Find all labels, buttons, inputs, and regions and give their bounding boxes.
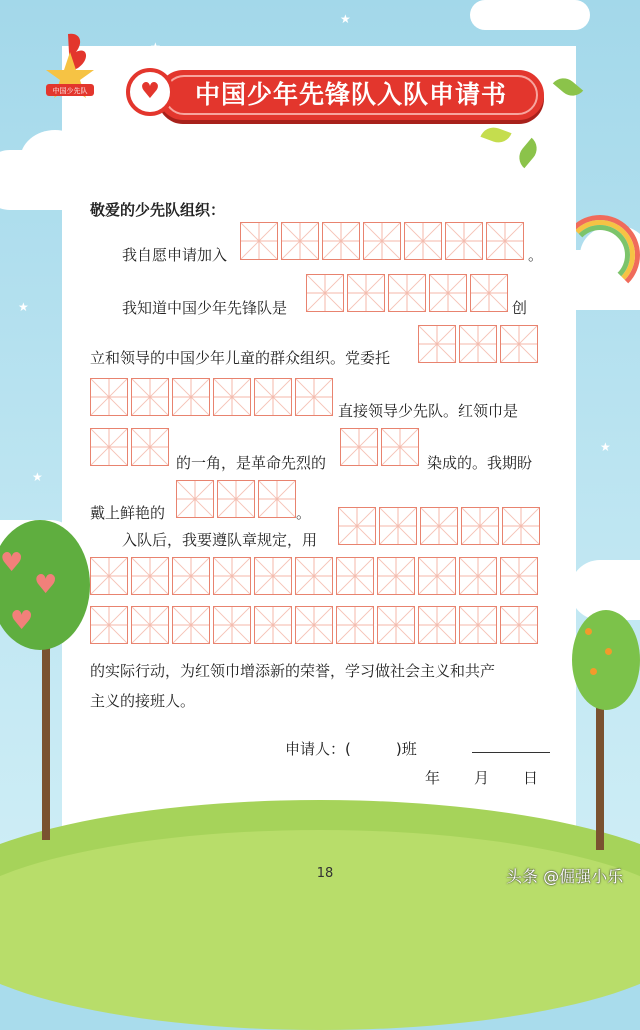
writing-cell[interactable] (90, 428, 128, 466)
writing-cell[interactable] (322, 222, 360, 260)
writing-cell[interactable] (254, 378, 292, 416)
writing-grid[interactable] (90, 606, 541, 644)
writing-cell[interactable] (404, 222, 442, 260)
cloud (470, 0, 590, 30)
writing-cell[interactable] (381, 428, 419, 466)
writing-cell[interactable] (254, 557, 292, 595)
writing-cell[interactable] (418, 557, 456, 595)
young-pioneers-emblem (30, 28, 110, 108)
writing-cell[interactable] (131, 557, 169, 595)
text-line: 我知道中国少年先锋队是 (122, 299, 288, 317)
writing-cell[interactable] (502, 507, 540, 545)
heart-icon: ♥ (10, 606, 34, 636)
writing-grid[interactable] (340, 428, 422, 466)
writing-cell[interactable] (281, 222, 319, 260)
grass-hill (0, 830, 640, 1030)
writing-cell[interactable] (418, 606, 456, 644)
date-month: 月 (474, 769, 490, 787)
writing-grid[interactable] (176, 480, 299, 518)
writing-cell[interactable] (418, 325, 456, 363)
writing-cell[interactable] (90, 378, 128, 416)
writing-cell[interactable] (470, 274, 508, 312)
text-line: 。 (296, 504, 312, 522)
writing-cell[interactable] (420, 507, 458, 545)
writing-cell[interactable] (217, 480, 255, 518)
writing-cell[interactable] (459, 606, 497, 644)
star-icon: ★ (340, 12, 351, 26)
writing-grid[interactable] (338, 507, 543, 545)
writing-cell[interactable] (461, 507, 499, 545)
writing-cell[interactable] (445, 222, 483, 260)
text-line: 创 (512, 299, 528, 317)
writing-cell[interactable] (500, 325, 538, 363)
writing-grid[interactable] (90, 557, 541, 595)
writing-grid[interactable] (240, 222, 527, 260)
writing-cell[interactable] (172, 378, 210, 416)
text-line: 我自愿申请加入 (122, 246, 228, 264)
orange-fruit (585, 628, 592, 635)
writing-cell[interactable] (213, 606, 251, 644)
writing-cell[interactable] (295, 557, 333, 595)
writing-cell[interactable] (486, 222, 524, 260)
writing-cell[interactable] (213, 378, 251, 416)
writing-grid[interactable] (306, 274, 511, 312)
writing-cell[interactable] (131, 378, 169, 416)
text-line: 的实际行动，为红领巾增添新的荣誉，学习做社会主义和共产 (90, 662, 496, 680)
watermark: 头条 @倔强小乐 (506, 867, 624, 886)
writing-cell[interactable] (172, 606, 210, 644)
writing-cell[interactable] (500, 557, 538, 595)
writing-cell[interactable] (459, 557, 497, 595)
orange-fruit (590, 668, 597, 675)
writing-cell[interactable] (176, 480, 214, 518)
writing-grid[interactable] (90, 428, 172, 466)
orange-fruit (605, 648, 612, 655)
applicant-label: 申请人：( )班 (285, 740, 417, 758)
writing-cell[interactable] (131, 606, 169, 644)
writing-cell[interactable] (172, 557, 210, 595)
text-line: 立和领导的中国少年儿童的群众组织。党委托 (90, 349, 391, 367)
writing-cell[interactable] (340, 428, 378, 466)
salutation: 敬爱的少先队组织： (90, 201, 226, 219)
writing-cell[interactable] (429, 274, 467, 312)
writing-cell[interactable] (459, 325, 497, 363)
writing-cell[interactable] (306, 274, 344, 312)
writing-cell[interactable] (90, 557, 128, 595)
tree-foliage (572, 610, 640, 710)
writing-cell[interactable] (377, 557, 415, 595)
text-line: 染成的。我期盼 (427, 454, 533, 472)
writing-cell[interactable] (213, 557, 251, 595)
writing-cell[interactable] (258, 480, 296, 518)
text-line: 主义的接班人。 (90, 692, 196, 710)
writing-cell[interactable] (379, 507, 417, 545)
text-line: 戴上鲜艳的 (90, 504, 166, 522)
text-line: 入队后，我要遵队章规定，用 (122, 531, 318, 549)
text-line: 直接领导少先队。红领巾是 (338, 402, 519, 420)
writing-cell[interactable] (254, 606, 292, 644)
writing-cell[interactable] (347, 274, 385, 312)
star-icon: ★ (600, 440, 611, 454)
text-line: 。 (528, 246, 544, 264)
date-day: 日 (523, 769, 539, 787)
writing-cell[interactable] (363, 222, 401, 260)
page-number: 18 (316, 866, 334, 881)
heart-badge-icon: ♥ (126, 68, 174, 116)
heart-icon: ♥ (0, 548, 24, 578)
writing-cell[interactable] (240, 222, 278, 260)
writing-cell[interactable] (500, 606, 538, 644)
signature-line[interactable] (472, 752, 550, 753)
emblem-label: 中国少先队 (52, 87, 88, 95)
date-year: 年 (425, 769, 441, 787)
writing-cell[interactable] (377, 606, 415, 644)
writing-cell[interactable] (131, 428, 169, 466)
writing-cell[interactable] (295, 606, 333, 644)
writing-grid[interactable] (90, 378, 336, 416)
star-icon: ★ (18, 300, 29, 314)
writing-cell[interactable] (295, 378, 333, 416)
writing-cell[interactable] (338, 507, 376, 545)
text-line: 的一角，是革命先烈的 (176, 454, 327, 472)
writing-cell[interactable] (336, 606, 374, 644)
writing-cell[interactable] (336, 557, 374, 595)
writing-grid[interactable] (418, 325, 541, 363)
writing-cell[interactable] (388, 274, 426, 312)
rainbow (570, 225, 630, 285)
heart-icon: ♥ (34, 570, 58, 600)
page-title: 中国少年先锋队入队申请书 (194, 80, 507, 109)
star-icon: ★ (32, 470, 43, 484)
writing-cell[interactable] (90, 606, 128, 644)
